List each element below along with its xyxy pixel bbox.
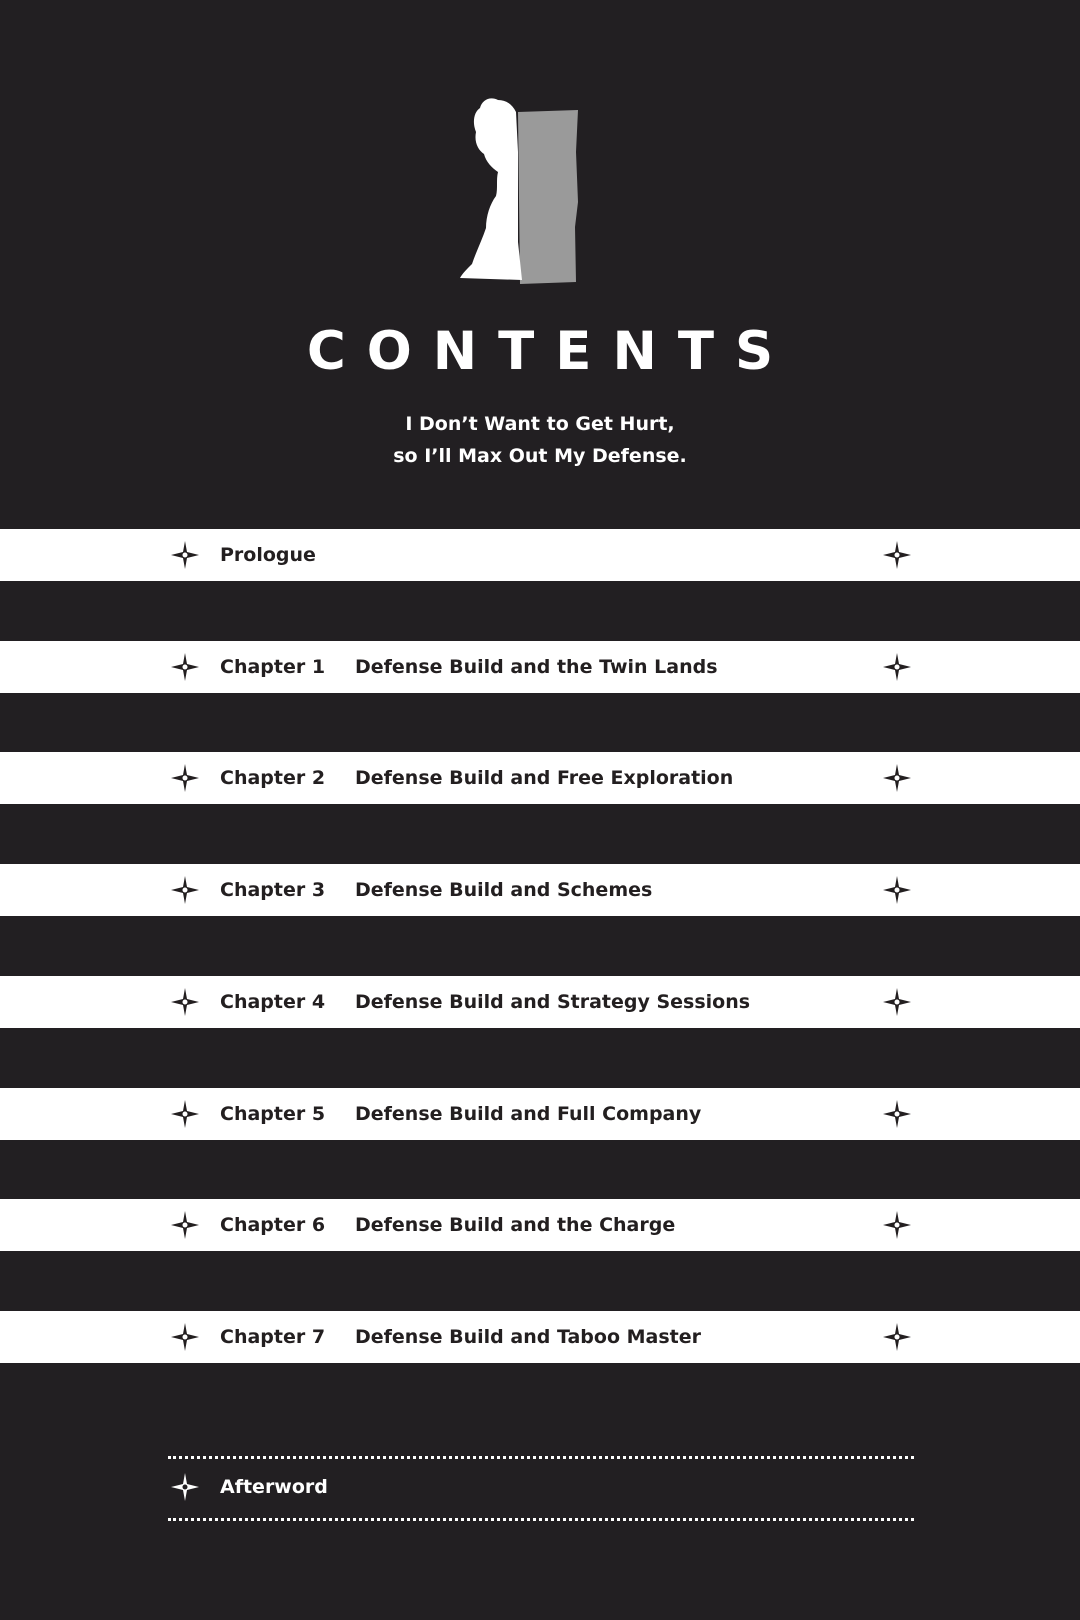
ornament-icon <box>882 1322 912 1352</box>
ornament-icon <box>170 1472 200 1502</box>
ornament-icon <box>170 540 200 570</box>
girl-silhouette <box>460 98 522 280</box>
page-title: CONTENTS <box>306 321 795 382</box>
ornament-icon <box>170 875 200 905</box>
ornament-icon <box>170 1099 200 1129</box>
entry-title: Defense Build and Schemes <box>355 879 653 901</box>
ornament-icon <box>882 540 912 570</box>
ornament-icon <box>170 1322 200 1352</box>
ornament-icon <box>882 763 912 793</box>
ornament-icon <box>882 1099 912 1129</box>
entry-title: Defense Build and Free Exploration <box>355 767 734 789</box>
toc-row-chapter-3[interactable] <box>0 864 1080 916</box>
entry-title: Defense Build and the Charge <box>355 1214 676 1236</box>
book-subtitle <box>0 408 1080 472</box>
ornament-icon <box>882 1210 912 1240</box>
entry-label: Prologue <box>220 544 316 566</box>
toc-row-chapter-1[interactable] <box>0 641 1080 693</box>
ornament-icon <box>170 987 200 1017</box>
toc-row-chapter-4[interactable] <box>0 976 1080 1028</box>
ornament-icon <box>882 987 912 1017</box>
dotted-divider-top <box>168 1456 914 1459</box>
toc-row-afterword[interactable] <box>168 1456 914 1520</box>
entry-label: Chapter 5 <box>220 1103 326 1125</box>
entry-title: Defense Build and Full Company <box>355 1103 702 1125</box>
ornament-icon <box>882 652 912 682</box>
dotted-divider-bottom <box>168 1518 914 1521</box>
ornament-icon <box>882 875 912 905</box>
toc-row-chapter-6[interactable] <box>0 1199 1080 1251</box>
entry-title: Defense Build and Taboo Master <box>355 1326 701 1348</box>
entry-label: Chapter 3 <box>220 879 326 901</box>
girl-silhouette-illustration <box>460 92 610 292</box>
ornament-icon <box>170 763 200 793</box>
toc-row-chapter-7[interactable] <box>0 1311 1080 1363</box>
subtitle-line-1: I Don’t Want to Get Hurt, <box>405 413 675 435</box>
toc-row-chapter-5[interactable] <box>0 1088 1080 1140</box>
entry-title: Defense Build and Strategy Sessions <box>355 991 751 1013</box>
subtitle-line-2: so I’ll Max Out My Defense. <box>393 445 687 467</box>
entry-label: Chapter 1 <box>220 656 326 678</box>
entry-label: Chapter 7 <box>220 1326 326 1348</box>
gray-panel <box>518 110 578 284</box>
afterword-label: Afterword <box>220 1476 328 1498</box>
toc-row-prologue[interactable] <box>0 529 1080 581</box>
toc-row-chapter-2[interactable] <box>0 752 1080 804</box>
entry-label: Chapter 4 <box>220 991 326 1013</box>
ornament-icon <box>170 1210 200 1240</box>
ornament-icon <box>170 652 200 682</box>
entry-label: Chapter 6 <box>220 1214 326 1236</box>
entry-title: Defense Build and the Twin Lands <box>355 656 718 678</box>
entry-label: Chapter 2 <box>220 767 326 789</box>
